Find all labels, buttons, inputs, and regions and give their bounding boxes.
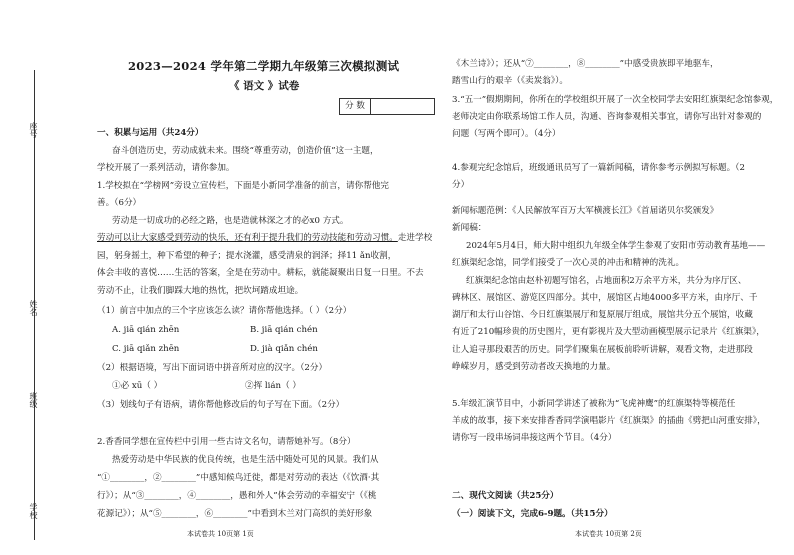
news-line-5: 湖厅和太行山谷馆、今日红旗渠展厅和复原展厅组成，展馆共分五个展馆，收藏 xyxy=(452,310,753,320)
section-2-heading: 二、现代文阅读（共25分） xyxy=(452,491,559,501)
q1-line-1: 1.学校拟在“学榜网”旁设立宣传栏，下面是小新同学准备的前言，请你帮他完 xyxy=(97,181,389,191)
passage-line-3: 园，躬身摇土，种下希望的种子；提水浇灌，感受清泉的润泽；择11 ǎn收割， xyxy=(97,251,397,261)
q5-line-1: 5.年级汇演节目中，小新同学讲述了被称为“飞虎神鹰”的红旗渠特等模范任 xyxy=(452,399,736,409)
q4-line-1: 4.参观完纪念馆后，班级通讯员写了一篇新闻稿，请你参考示例拟写标题。（2 xyxy=(452,163,745,173)
option-d: D. jià qiǎn chén xyxy=(250,344,318,354)
q2-line-1: 热爱劳动是中华民族的优良传统，也是生活中随处可见的风景。我们从 xyxy=(112,455,379,465)
intro-line-2: 学校开展了一系列活动，请你参加。 xyxy=(97,163,235,173)
q5-line-2: 羊成的故事，接下来安排香香同学演唱影片《红旗渠》的插曲《劈把山河重安排》， xyxy=(452,416,766,426)
passage-line-4: 体会丰收的喜悦……生活的答案，全是在劳动中。耕耘，就能凝聚出日复一日里。不去 xyxy=(97,268,424,278)
q2-line-3: 行》）；从“③________，④________，愚和外人”体会劳动的幸福安宁（《桃 xyxy=(97,491,377,501)
intro-line-1: 奋斗创造历史，劳动成就未来。围绕“尊重劳动，创造价值”这一主题， xyxy=(112,146,379,156)
seat-label: 座号 xyxy=(29,122,38,138)
q5-line-3: 请你写一段串场词串接这两个节目。（4分） xyxy=(452,433,617,443)
q3-line-2: 老师决定由你联系场馆工作人员，沟通、咨询参观相关事宜，请你写出针对参观的 xyxy=(452,112,762,122)
passage-line-2: 劳动可以让大家感受到劳动的快乐，还有利于提升我们的劳动技能和劳动习惯。走进学校 xyxy=(97,233,433,243)
q3-line-3: 问题（写两个即可）。（4分） xyxy=(452,129,561,139)
underlined-sentence: 劳动可以让大家感受到劳动的快乐，还有利于提升我们的劳动技能和劳动习惯。 xyxy=(97,233,398,243)
q2: 2.香香同学想在宣传栏中引用一些古诗文名句，请帮她补写。（8分） xyxy=(97,437,356,447)
news-line-6: 有近了210幅珍贵的历史图片，更有影视片及大型动画模型展示记录片《红旗渠》， xyxy=(452,327,765,337)
page-footer-2: 本试卷共 10页第 2页 xyxy=(575,530,642,538)
q4-example: 新闻标题范例：《人民解放军百万大军横渡长江》《首届诺贝尔奖颁发》 xyxy=(452,206,719,216)
exam-subject: 《 语文 》试卷 xyxy=(229,80,300,92)
score-box xyxy=(339,98,435,115)
school-label: 学校 xyxy=(29,503,38,519)
r-line-2: 踏雪山行的艰辛（《卖炭翁》）。 xyxy=(452,76,569,86)
news-line-8: 峥嵘岁月，感受到劳动者改天换地的力量。 xyxy=(452,362,616,372)
option-c: C. jiā qiǎn zhēn xyxy=(112,344,180,354)
class-label: 班级 xyxy=(29,392,38,408)
q1-3: （3）划线句子有语病，请你帮他修改后的句子写在下面。（2分） xyxy=(97,400,345,410)
q2-line-4: 花源记》）；从“⑤________，⑥________”中看到木兰对门高织的美好形象 xyxy=(97,509,373,519)
news-heading: 新闻稿： xyxy=(452,223,487,233)
option-b: B. jiā qián chén xyxy=(250,325,318,335)
score-label: 分 数 xyxy=(340,99,371,114)
q1-2-b: ②挥 lián（ ） xyxy=(245,381,301,391)
q1-2-a: ①必 xū（ ） xyxy=(112,381,163,391)
news-line-2: 红旗渠纪念馆，同学们接受了一次心灵的冲击和精神的洗礼。 xyxy=(452,258,685,268)
passage-line-1: 劳动是一切成功的必经之路，也是造就林深之才的必x0 方式。 xyxy=(112,216,349,226)
option-a: A. jiā qián zhēn xyxy=(112,325,180,335)
news-line-7: 让人追寻那段艰苦的历史。同学们聚集在展板前聆听讲解，观看文物，走进那段 xyxy=(452,345,753,355)
q3-line-1: 3.“五一”假期期间，你所在的学校组织开展了一次全校同学去安阳红旗渠纪念馆参观， xyxy=(452,95,779,105)
passage-line-5: 劳动不止，让我们脚踩大地的热忱，把坎坷踏成坦途。 xyxy=(97,286,304,296)
q2-line-2: “①________，②________”中感知候鸟迁徙，都是对劳动的表达（《饮酒·其 xyxy=(97,473,380,483)
r-line-1: 《木兰诗》）；还从“⑦________，⑧________”中感受贵族即平地驱车， xyxy=(452,59,719,69)
name-label: 姓名 xyxy=(29,300,38,316)
news-line-1: 2024年5月4日，师大附中组织九年级全体学生参观了安阳市劳动教育基地—— xyxy=(466,241,766,251)
page-footer-1: 本试卷共 10页第 1页 xyxy=(187,530,254,538)
exam-title: 2023—2024 学年第二学期九年级第三次模拟测试 xyxy=(128,59,400,73)
q4-line-2: 分） xyxy=(452,180,470,190)
q1-1: （1）前言中加点的三个字应该怎么读？请你帮他选择。（ ）（2分） xyxy=(97,306,352,316)
section-2-part-1: （一）阅读下文，完成6-9题。（共15分） xyxy=(452,509,613,519)
news-line-3: 红旗渠纪念馆由赵朴初题写馆名，占地面积2万余平方米，共分为序厅区、 xyxy=(466,276,747,286)
section-1-heading: 一、积累与运用（共24分） xyxy=(97,128,204,138)
q1-line-2: 善。（6分） xyxy=(97,198,142,208)
news-line-4: 碑林区、展馆区、游览区四部分。其中，展馆区占地4000多平方米，由序厅、千 xyxy=(452,293,758,303)
q1-2: （2）根据语境，写出下面词语中拼音所对应的汉字。（2分） xyxy=(97,363,328,373)
